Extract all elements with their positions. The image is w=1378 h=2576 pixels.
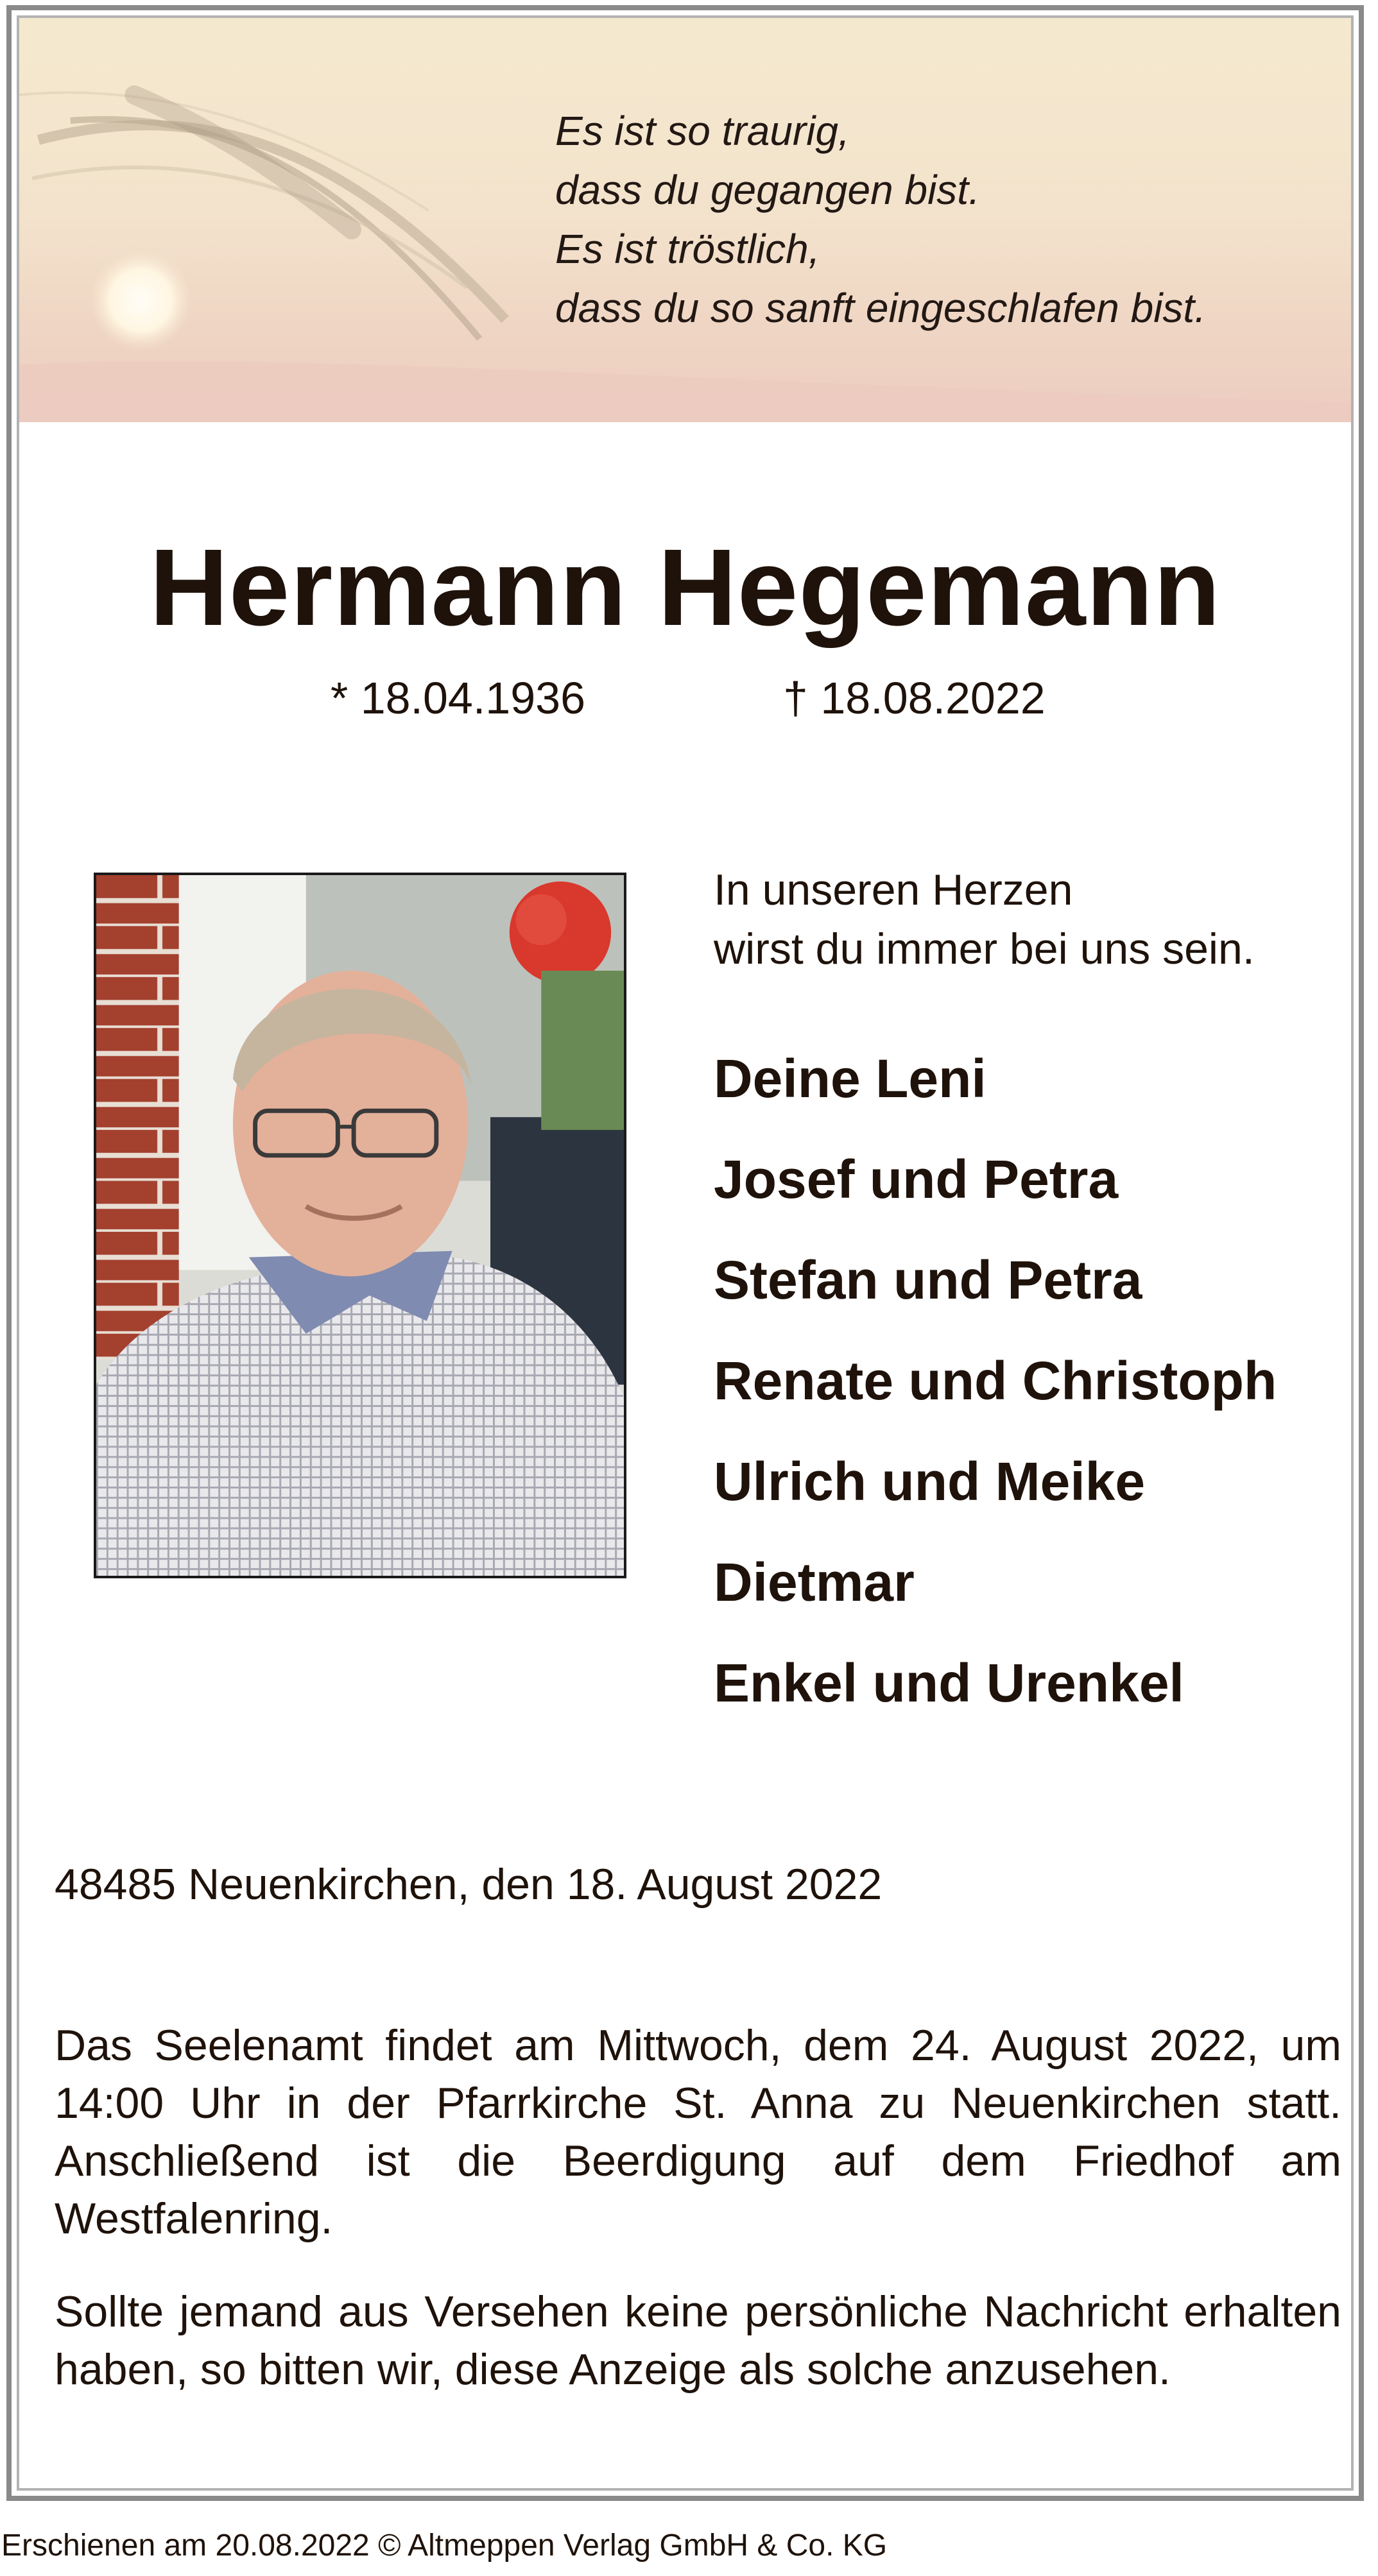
publication-footer: Erschienen am 20.08.2022 © Altmeppen Verlag GmbH & Co. KG xyxy=(1,2529,888,2563)
heart-text-line: In unseren Herzen xyxy=(714,866,1073,914)
poem-line: dass du so sanft eingeschlafen bist. xyxy=(555,285,1206,331)
mourner-name: Josef und Petra xyxy=(714,1149,1119,1209)
notice-info: Sollte jemand aus Versehen keine persönliche Nachricht erhalten haben, so bitten wir, diese Anzeige als solche anzusehen. xyxy=(55,2287,1341,2394)
portrait-image xyxy=(96,875,624,1576)
heart-text-line: wirst du immer bei uns sein. xyxy=(714,925,1255,973)
death-date: † 18.08.2022 xyxy=(783,673,1046,723)
poem-line: dass du gegangen bist. xyxy=(555,167,980,213)
mourner-name: Deine Leni xyxy=(714,1048,986,1109)
deceased-name: Hermann Hegemann xyxy=(149,527,1221,649)
poem xyxy=(555,101,1206,337)
mourner-name: Enkel und Urenkel xyxy=(714,1653,1184,1713)
notice-inner-border xyxy=(17,15,1354,2491)
mourner-name: Ulrich und Meike xyxy=(714,1451,1146,1512)
mourner-name: Dietmar xyxy=(714,1552,915,1612)
poem-line: Es ist tröstlich, xyxy=(555,226,820,272)
place-date: 48485 Neuenkirchen, den 18. August 2022 xyxy=(55,1860,883,1909)
mourner-name: Stefan und Petra xyxy=(714,1250,1142,1310)
poem-line: Es ist so traurig, xyxy=(555,108,850,154)
birth-date: * 18.04.1936 xyxy=(331,673,586,723)
service-info: Das Seelenamt findet am Mittwoch, dem 24. August 2022, um 14:00 Uhr in der Pfarrkirche St. Anna zu Neuenkirchen statt. Anschließend ist die Beerdigung auf dem Friedhof am Westfalenring. xyxy=(55,2021,1341,2243)
portrait-photo xyxy=(94,873,626,1578)
mourner-name: Renate und Christoph xyxy=(714,1351,1277,1411)
header-banner xyxy=(19,18,1351,422)
notice-frame xyxy=(6,5,1364,2501)
